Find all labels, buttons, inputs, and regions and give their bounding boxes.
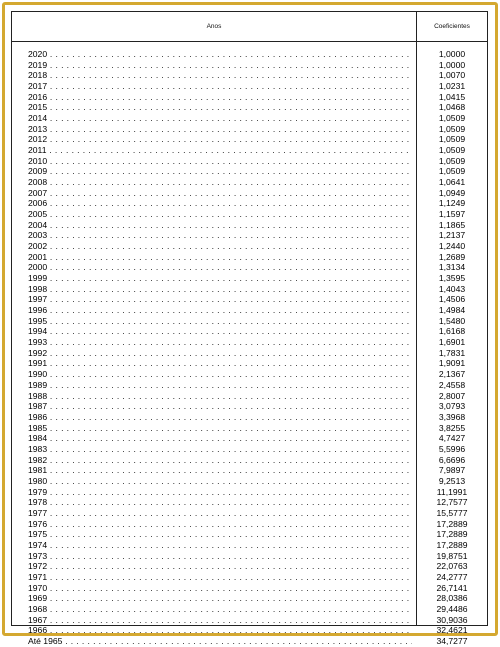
coefficient-cell: 6,6696	[438, 454, 466, 465]
year-cell: 1987 . . .	[28, 401, 412, 412]
year-cell: 1999 . . .	[28, 273, 412, 284]
table-row	[12, 102, 487, 113]
year-cell: 2020 . . .	[28, 49, 412, 60]
year-cell: 1990 . . .	[28, 369, 412, 380]
table-row	[12, 465, 487, 476]
year-cell: 1992 . . .	[28, 348, 412, 359]
coefficient-cell: 1,0070	[438, 70, 466, 81]
table-row	[12, 134, 487, 145]
table-row	[12, 529, 487, 540]
coefficient-cell: 15,5777	[436, 507, 468, 518]
coefficient-cell: 1,0509	[438, 166, 466, 177]
header-coeficientes: Coeficientes	[434, 23, 470, 30]
year-cell: 1966 . . .	[28, 625, 412, 636]
table-row	[12, 252, 487, 263]
year-cell: 1996 . . .	[28, 305, 412, 316]
coefficient-cell: 1,4984	[438, 305, 466, 316]
year-cell: 2015 . . .	[28, 102, 412, 113]
coefficient-cell: 1,2137	[438, 230, 466, 241]
table-row	[12, 294, 487, 305]
table-row	[12, 615, 487, 626]
year-cell: 1982 . . .	[28, 455, 412, 466]
table-row	[12, 177, 487, 188]
coefficient-cell: 3,3968	[438, 411, 466, 422]
coefficient-cell: 1,5480	[438, 315, 466, 326]
coefficient-cell: 2,1367	[438, 369, 466, 380]
coefficient-cell: 24,2777	[436, 571, 468, 582]
table-row	[12, 508, 487, 519]
year-cell: 2011 . . .	[28, 145, 412, 156]
coefficient-cell: 1,6168	[438, 326, 466, 337]
year-cell: 1991 . . .	[28, 358, 412, 369]
coefficient-cell: 29,4486	[436, 603, 468, 614]
table-row	[12, 60, 487, 71]
table-row	[12, 561, 487, 572]
coefficient-cell: 17,2889	[436, 529, 468, 540]
coefficient-cell: 5,5996	[438, 443, 466, 454]
coefficient-cell: 1,0949	[438, 187, 466, 198]
coefficient-cell: 1,7831	[438, 347, 466, 358]
year-cell: 1978 . . .	[28, 497, 412, 508]
year-cell: 2016 . . .	[28, 92, 412, 103]
table-row	[12, 604, 487, 615]
table-row	[12, 433, 487, 444]
year-cell: 2002 . . .	[28, 241, 412, 252]
year-cell: 1983 . . .	[28, 444, 412, 455]
coefficient-cell: 1,0509	[438, 113, 466, 124]
table-row	[12, 166, 487, 177]
coefficient-cell: 11,1991	[436, 486, 468, 497]
year-cell: 2018 . . .	[28, 70, 412, 81]
coefficient-cell: 7,9897	[438, 465, 466, 476]
year-cell: 2017 . . .	[28, 81, 412, 92]
table-row	[12, 423, 487, 434]
table-row	[12, 124, 487, 135]
table-row	[12, 444, 487, 455]
coefficient-cell: 1,3595	[438, 273, 466, 284]
year-cell: 1979 . . .	[28, 487, 412, 498]
coefficient-cell: 32,4621	[436, 625, 468, 636]
year-cell: 1989 . . .	[28, 380, 412, 391]
year-cell: 1976 . . .	[28, 519, 412, 530]
year-cell: 1970 . . .	[28, 583, 412, 594]
table-row	[12, 113, 487, 124]
coefficient-cell: 34,7277	[436, 635, 468, 646]
year-cell: 1984 . . .	[28, 433, 412, 444]
coefficient-cell: 1,0415	[438, 91, 466, 102]
table-row	[12, 337, 487, 348]
coefficient-cell: 1,0509	[438, 134, 466, 145]
coefficient-cell: 1,9091	[438, 358, 466, 369]
year-cell: 1993 . . .	[28, 337, 412, 348]
coefficient-cell: 12,7577	[436, 497, 468, 508]
year-cell: 1975 . . .	[28, 529, 412, 540]
table-row	[12, 326, 487, 337]
year-cell: 2010 . . .	[28, 156, 412, 167]
coefficient-cell: 1,4043	[438, 283, 466, 294]
table-row	[12, 81, 487, 92]
table-row	[12, 487, 487, 498]
year-cell: 2013 . . .	[28, 124, 412, 135]
table-row	[12, 316, 487, 327]
coefficient-cell: 1,6901	[438, 337, 466, 348]
coefficient-cell: 30,9036	[436, 614, 468, 625]
table-row	[12, 262, 487, 273]
coefficients-table	[11, 11, 488, 646]
coefficient-cell: 9,2513	[438, 475, 466, 486]
table-body	[12, 49, 487, 647]
table-row	[12, 540, 487, 551]
year-cell: 1974 . . .	[28, 540, 412, 551]
year-cell: 1988 . . .	[28, 391, 412, 402]
table-row	[12, 455, 487, 466]
table-row	[12, 401, 487, 412]
year-cell: 2000 . . .	[28, 262, 412, 273]
coefficient-cell: 1,1865	[438, 219, 466, 230]
year-cell: 2005 . . .	[28, 209, 412, 220]
year-cell: 1980 . . .	[28, 476, 412, 487]
table-row	[12, 358, 487, 369]
table-row	[12, 49, 487, 60]
coefficient-cell: 17,2889	[436, 518, 468, 529]
year-cell: 2004 . . .	[28, 220, 412, 231]
table-row	[12, 625, 487, 636]
table-row	[12, 572, 487, 583]
year-cell: 1994 . . .	[28, 326, 412, 337]
table-row	[12, 273, 487, 284]
table-row	[12, 497, 487, 508]
table-row	[12, 156, 487, 167]
coefficient-cell: 1,2689	[438, 251, 466, 262]
table-row	[12, 188, 487, 199]
header-anos: Anos	[206, 23, 222, 30]
coefficient-cell: 17,2889	[436, 539, 468, 550]
year-cell: 2003 . . .	[28, 230, 412, 241]
table-row	[12, 412, 487, 423]
table-row	[12, 348, 487, 359]
coefficient-cell: 1,0641	[438, 177, 466, 188]
table-row	[12, 380, 487, 391]
year-cell: 1973 . . .	[28, 551, 412, 562]
table-row	[12, 519, 487, 530]
year-cell: 2008 . . .	[28, 177, 412, 188]
table-row	[12, 551, 487, 562]
coefficient-cell: 1,0509	[438, 145, 466, 156]
table-row	[12, 593, 487, 604]
table-row	[12, 476, 487, 487]
coefficient-cell: 1,0000	[438, 59, 466, 70]
coefficient-cell: 1,0231	[438, 81, 466, 92]
year-cell: 2012 . . .	[28, 134, 412, 145]
table-row	[12, 92, 487, 103]
coefficient-cell: 4,7427	[438, 433, 466, 444]
coefficient-cell: 1,1249	[438, 198, 466, 209]
coefficient-cell: 1,4506	[438, 294, 466, 305]
coefficient-cell: 26,7141	[436, 582, 468, 593]
year-cell: 2007 . . .	[28, 188, 412, 199]
year-cell: 1997 . . .	[28, 294, 412, 305]
coefficient-cell: 2,4558	[438, 379, 466, 390]
table-row	[12, 145, 487, 156]
table-row	[12, 391, 487, 402]
table-row	[12, 583, 487, 594]
coefficient-cell: 3,8255	[438, 422, 466, 433]
year-cell: 2001 . . .	[28, 252, 412, 263]
table-row	[12, 220, 487, 231]
coefficient-cell: 1,0000	[438, 49, 466, 59]
year-cell: 1995 . . .	[28, 316, 412, 327]
coefficient-cell: 2,8007	[438, 390, 466, 401]
year-cell: 1981 . . .	[28, 465, 412, 476]
year-cell: 1986 . . .	[28, 412, 412, 423]
table-row	[12, 70, 487, 81]
coefficient-cell: 1,3134	[438, 262, 466, 273]
year-cell: 1985 . . .	[28, 423, 412, 434]
year-cell: 1998 . . .	[28, 284, 412, 295]
coefficient-cell: 22,0763	[436, 561, 468, 572]
document-frame	[2, 2, 498, 646]
year-cell: 1971 . . .	[28, 572, 412, 583]
year-cell: 1968 . . .	[28, 604, 412, 615]
table-row	[12, 305, 487, 316]
year-cell: 1969 . . .	[28, 593, 412, 604]
coefficient-cell: 1,1597	[438, 209, 466, 220]
year-cell: 2009 . . .	[28, 166, 412, 177]
year-cell: 1967 . . .	[28, 615, 412, 626]
table-row	[12, 241, 487, 252]
table-row	[12, 369, 487, 380]
year-cell: Até 1965 . . .	[28, 636, 412, 647]
year-cell: 1977 . . .	[28, 508, 412, 519]
coefficient-cell: 1,0509	[438, 155, 466, 166]
year-cell: 2006 . . .	[28, 198, 412, 209]
coefficient-cell: 1,2440	[438, 241, 466, 252]
year-cell: 2019 . . .	[28, 60, 412, 71]
coefficient-cell: 28,0386	[436, 593, 468, 604]
table-row	[12, 198, 487, 209]
year-cell: 1972 . . .	[28, 561, 412, 572]
year-cell: 2014 . . .	[28, 113, 412, 124]
table-row	[12, 209, 487, 220]
table-row	[12, 284, 487, 295]
coefficient-cell: 1,0509	[438, 123, 466, 134]
coefficient-cell: 19,8751	[436, 550, 468, 561]
table-row	[12, 230, 487, 241]
coefficient-cell: 1,0468	[438, 102, 466, 113]
coefficient-cell: 3,0793	[438, 401, 466, 412]
